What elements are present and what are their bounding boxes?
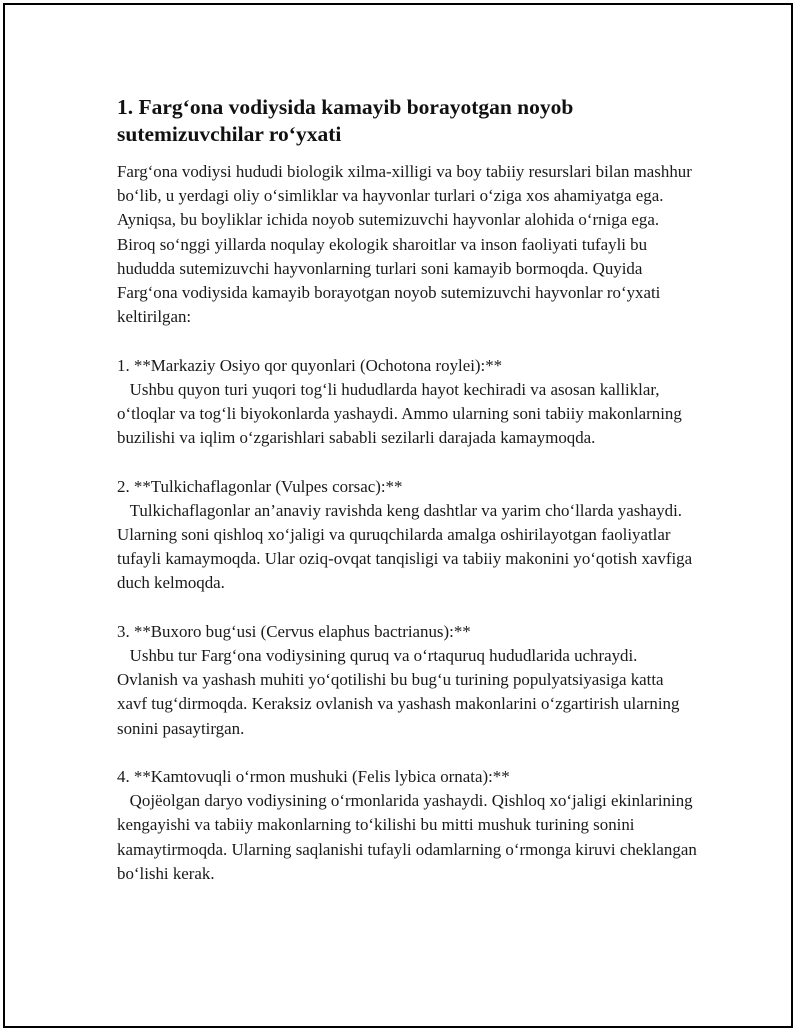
- paragraph-gap: [117, 596, 697, 620]
- species-heading: 4. **Kamtovuqli o‘rmon mushuki (Felis lybica ornata):**: [117, 767, 510, 787]
- species-description: Ushbu tur Farg‘ona vodiysining quruq va o‘rtaquruq hududlarida uchraydi. Ovlanish va yashash muhiti yo‘qotilishi bu bug‘u turining populyatsiyasiga katta xavf tug‘dirmoqda. Keraksiz ovlanish va yashash makonlarini o‘zgartirish ularning sonini pasaytirgan.: [117, 646, 684, 738]
- species-description: Qojëolgan daryo vodiysining o‘rmonlarida yashaydi. Qishloq xo‘jaligi ekinlarining kengayishi va tabiiy makonlarning to‘kilishi bu mitti mushuk turining sonini kamaytirmoqda. Ularning saqlanishi tufayli odamlarning o‘rmonga kiruvi cheklangan bo‘lishi kerak.: [117, 791, 701, 883]
- species-heading: 1. **Markaziy Osiyo qor quyonlari (Ochotona roylei):**: [117, 355, 503, 375]
- species-description: Ushbu quyon turi yuqori tog‘li hududlarda hayot kechiradi va asosan kalliklar, o‘tloqlar va tog‘li biyokonlarda yashaydi. Ammo ularning soni tabiiy makonlarning buzilishi va iqlim o‘zgarishlari sababli sezilarli darajada kamaymoqda.: [117, 379, 687, 448]
- species-heading: 3. **Buxoro bug‘usi (Cervus elaphus bactrianus):**: [117, 621, 471, 641]
- species-item: [117, 620, 697, 741]
- document-title: 1. Farg‘ona vodiysida kamayib borayotgan noyob sutemizuvchilar ro‘yxati: [117, 95, 574, 146]
- intro-paragraph: Farg‘ona vodiysi hududi biologik xilma-xilligi va boy tabiiy resurslari bilan mashhur bo‘lib, u yerdagi oliy o‘simliklar va hayvonlar turlari o‘ziga xos ahamiyatga ega. Ayniqsa, bu boyliklar ichida noyob sutemizuvchi hayvonlar alohida o‘rniga ega. Biroq so‘nggi yillarda noqulay ekologik sharoitlar va inson faoliyati tufayli bu hududda sutemizuvchi hayvonlarning turlari soni kamayib bormoqda. Quyida Farg‘ona vodiysida kamayib borayotgan noyob sutemizuvchi hayvonlar ro‘yxati keltirilgan:: [117, 162, 697, 327]
- paragraph-gap: [117, 741, 697, 765]
- species-item: [117, 765, 701, 886]
- species-description: Tulkichaflagonlar an’anaviy ravishda keng dashtlar va yarim cho‘llarda yashaydi. Ularning soni qishloq xo‘jaligi va quruqchilarda amalga oshirilayotgan faoliyatlar tufayli kamaymoqda. Ular oziq-ovqat tanqisligi va tabiiy makonini yo‘qotish xavfiga duch kelmoqda.: [117, 500, 697, 593]
- paragraph-gap: [117, 329, 697, 353]
- species-item: [117, 475, 697, 596]
- species-heading: 2. **Tulkichaflagonlar (Vulpes corsac):**: [117, 476, 403, 496]
- species-item: [117, 354, 697, 451]
- paragraph-gap: [117, 450, 697, 474]
- document-body: [117, 94, 701, 886]
